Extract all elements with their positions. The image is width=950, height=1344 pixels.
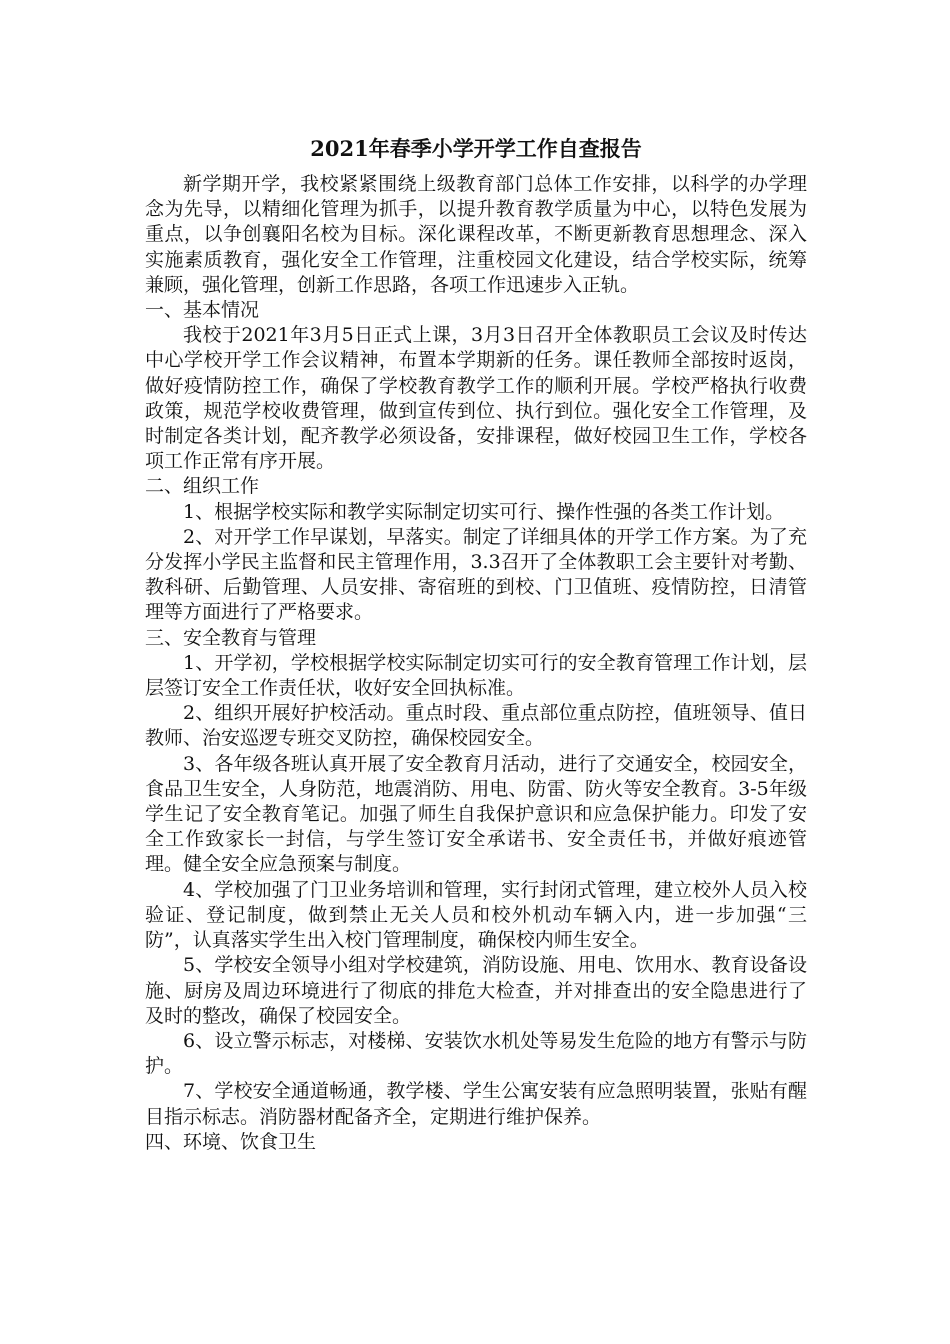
document-title: 2021年春季小学开学工作自查报告: [310, 136, 642, 161]
section-paragraph: 6、设立警示标志，对楼梯、安装饮水机处等易发生危险的地方有警示与防护。: [145, 1029, 807, 1078]
document-page: [145, 132, 807, 1155]
section-paragraph: 2、对开学工作早谋划，早落实。制定了详细具体的开学工作方案。为了充分发挥小学民主监督和民主管理作用，3.3召开了全体教职工会主要针对考勤、教科研、后勤管理、人员安排、寄宿班的到校、门卫值班、疫情防控，日清管理等方面进行了严格要求。: [145, 525, 807, 624]
section-paragraph: 4、学校加强了门卫业务培训和管理，实行封闭式管理，建立校外人员入校验证、登记制度，做到禁止无关人员和校外机动车辆入内，进一步加强“三防”，认真落实学生出入校门管理制度，确保校内师生安全。: [145, 878, 807, 952]
section-heading: 四、环境、饮食卫生: [145, 1130, 317, 1153]
section-paragraph: 2、组织开展好护校活动。重点时段、重点部位重点防控，值班领导、值日教师、治安巡逻专班交叉防控，确保校园安全。: [145, 702, 807, 750]
section-paragraph: 1、开学初，学校根据学校实际制定切实可行的安全教育管理工作计划，层层签订安全工作责任状，收好安全回执标准。: [145, 651, 807, 700]
section-paragraph: 我校于2021年3月5日正式上课，3月3日召开全体教职员工会议及时传达中心学校开学工作会议精神，布置本学期新的任务。课任教师全部按时返岗，做好疫情防控工作，确保了学校教育教学工作的顺利开展。学校严格执行收费政策，规范学校收费管理，做到宣传到位、执行到位。强化安全工作管理，及时制定各类计划，配齐教学必须设备，安排课程，做好校园卫生工作，学校各项工作正常有序开展。: [145, 324, 807, 473]
section-paragraph: 3、各年级各班认真开展了安全教育月活动，进行了交通安全，校园安全，食品卫生安全，人身防范，地震消防、用电、防雷、防火等安全教育。3-5年级学生记了安全教育笔记。加强了师生自我保护意识和应急保护能力。印发了安全工作致家长一封信，与学生签订安全承诺书、安全责任书，并做好痕迹管理。健全安全应急预案与制度。: [145, 752, 807, 876]
intro-paragraph: 新学期开学，我校紧紧围绕上级教育部门总体工作安排，以科学的办学理念为先导，以精细化管理为抓手，以提升教育教学质量为中心，以特色发展为重点，以争创襄阳名校为目标。深化课程改革，不断更新教育思想理念、深入实施素质教育，强化安全工作管理，注重校园文化建设，结合学校实际，统筹兼顾，强化管理，创新工作思路，各项工作迅速步入正轨。: [145, 173, 807, 296]
section-safety: [145, 626, 807, 1130]
section-paragraph: 5、学校安全领导小组对学校建筑，消防设施、用电、饮用水、教育设备设施、厨房及周边环境进行了彻底的排危大检查，并对排查出的安全隐患进行了及时的整改，确保了校园安全。: [145, 954, 807, 1027]
section-paragraph: 7、学校安全通道畅通，教学楼、学生公寓安装有应急照明装置，张贴有醒目指示标志。消防器材配备齐全，定期进行维护保养。: [145, 1080, 807, 1128]
section-organization: [145, 474, 807, 625]
section-heading: 三、安全教育与管理: [145, 626, 317, 649]
section-paragraph: 1、根据学校实际和教学实际制定切实可行、操作性强的各类工作计划。: [183, 500, 785, 523]
section-heading: 二、组织工作: [145, 475, 260, 498]
section-basic-info: [145, 298, 807, 474]
section-heading: 一、基本情况: [145, 299, 260, 322]
section-hygiene: [145, 1130, 807, 1155]
